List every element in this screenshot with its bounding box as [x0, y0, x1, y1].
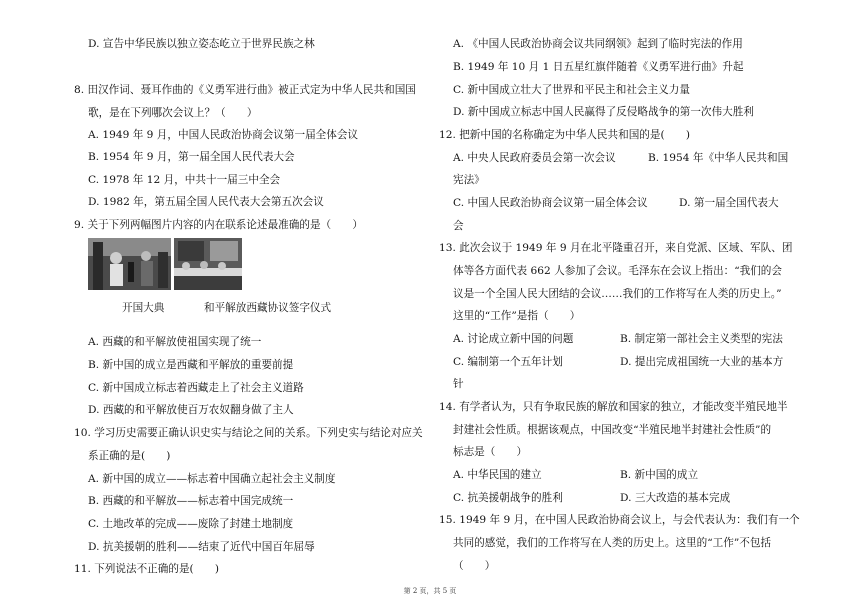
- q13-option-b: B. 制定第一部社会主义类型的宪法: [620, 333, 783, 345]
- q14-option-a: A. 中华民国的建立: [453, 469, 542, 481]
- q11-option-c: C. 新中国成立壮大了世界和平民主和社会主义力量: [453, 84, 690, 96]
- q11-stem: 11. 下列说法不正确的是( ): [74, 563, 220, 575]
- q11-option-d: D. 新中国成立标志中国人民赢得了反侵略战争的第一次伟大胜利: [453, 106, 754, 118]
- q13-stem-line1: 13. 此次会议于 1949 年 9 月在北平隆重召开，来自党派、区域、军队、团: [439, 242, 793, 254]
- q8-stem-line1: 8. 田汉作词、聂耳作曲的《义勇军进行曲》被正式定为中华人民共和国国: [74, 84, 416, 96]
- q8-option-a: A. 1949 年 9 月，中国人民政治协商会议第一届全体会议: [88, 129, 359, 141]
- q9-option-c: C. 新中国成立标志着西藏走上了社会主义道路: [88, 382, 304, 394]
- q10-stem-line1: 10. 学习历史需要正确认识史实与结论之间的关系。下列史实与结论对应关: [74, 427, 423, 439]
- q13-stem-line4: 这里的“工作”是指（ ）: [453, 310, 581, 322]
- left-column: [74, 0, 434, 600]
- q15-stem-line2: 共同的感觉，我们的工作将写在人类的历史上。这里的“工作”不包括: [453, 537, 772, 549]
- q12-option-a: A. 中央人民政府委员会第一次会议: [453, 152, 616, 164]
- tibet-agreement-signing-photo: [174, 238, 242, 290]
- photo-caption-tibet-agreement: 和平解放西藏协议签字仪式: [204, 302, 332, 314]
- q13-stem-line3: 议是一个全国人民大团结的会议……我们的工作将写在人类的历史上。”: [453, 288, 782, 300]
- q14-stem-line3: 标志是（ ）: [453, 446, 528, 458]
- q13-option-d-cont: 针: [453, 378, 464, 390]
- q9-stem: 9. 关于下列两幅图片内容的内在联系论述最准确的是（ ）: [74, 219, 363, 231]
- q12-option-d: D. 第一届全国代表大: [679, 197, 779, 209]
- q7-option-d: D. 宣告中华民族以独立姿态屹立于世界民族之林: [88, 38, 315, 50]
- q12-option-b: B. 1954 年《中华人民共和国: [648, 152, 789, 164]
- q10-option-c: C. 土地改革的完成——废除了封建土地制度: [88, 518, 294, 530]
- q14-option-b: B. 新中国的成立: [620, 469, 699, 481]
- q8-option-d: D. 1982 年，第五届全国人民代表大会第五次会议: [88, 196, 324, 208]
- q10-option-b: B. 西藏的和平解放——标志着中国完成统一: [88, 495, 294, 507]
- q12-stem: 12. 把新中国的名称确定为中华人民共和国的是( ): [439, 129, 690, 141]
- q15-stem-line3: （ ）: [453, 560, 496, 572]
- q14-stem-line1: 14. 有学者认为，只有争取民族的解放和国家的独立，才能改变半殖民地半: [439, 401, 788, 413]
- q12-option-c: C. 中国人民政治协商会议第一届全体会议: [453, 197, 648, 209]
- right-column: [439, 0, 839, 600]
- q9-option-d: D. 西藏的和平解放使百万农奴翻身做了主人: [88, 404, 294, 416]
- q13-option-c: C. 编制第一个五年计划: [453, 356, 563, 368]
- q8-option-b: B. 1954 年 9 月，第一届全国人民代表大会: [88, 151, 295, 163]
- q15-stem-line1: 15. 1949 年 9 月，在中国人民政治协商会议上，与会代表认为：我们有一个: [439, 514, 800, 526]
- q10-option-d: D. 抗美援朝的胜利——结束了近代中国百年屈辱: [88, 541, 315, 553]
- q10-option-a: A. 新中国的成立——标志着中国确立起社会主义制度: [88, 473, 336, 485]
- q14-option-d: D. 三大改造的基本完成: [620, 492, 731, 504]
- q12-option-b-cont: 宪法》: [453, 174, 485, 186]
- photo-caption-founding-ceremony: 开国大典: [122, 302, 165, 314]
- q13-option-d: D. 提出完成祖国统一大业的基本方: [620, 356, 784, 368]
- founding-ceremony-photo: [88, 238, 171, 290]
- q8-stem-line2: 歌，是在下列哪次会议上？（ ）: [88, 107, 258, 119]
- q8-option-c: C. 1978 年 12 月，中共十一届三中全会: [88, 174, 281, 186]
- q10-stem-line2: 系正确的是( ): [88, 450, 171, 462]
- q14-option-c: C. 抗美援朝战争的胜利: [453, 492, 563, 504]
- q9-option-b: B. 新中国的成立是西藏和平解放的重要前提: [88, 359, 294, 371]
- q13-stem-line2: 体等各方面代表 662 人参加了会议。毛泽东在会议上指出：“我们的会: [453, 265, 782, 277]
- q11-option-b: B. 1949 年 10 月 1 日五星红旗伴随着《义勇军进行曲》升起: [453, 61, 744, 73]
- q9-option-a: A. 西藏的和平解放使祖国实现了统一: [88, 336, 262, 348]
- page-footer: 第 2 页，共 5 页: [403, 587, 457, 595]
- q11-option-a: A. 《中国人民政治协商会议共同纲领》起到了临时宪法的作用: [453, 38, 743, 50]
- q14-stem-line2: 封建社会性质。根据该观点，中国改变“半殖民地半封建社会性质”的: [453, 424, 772, 436]
- q13-option-a: A. 讨论成立新中国的问题: [453, 333, 574, 345]
- q12-option-d-cont: 会: [453, 220, 464, 232]
